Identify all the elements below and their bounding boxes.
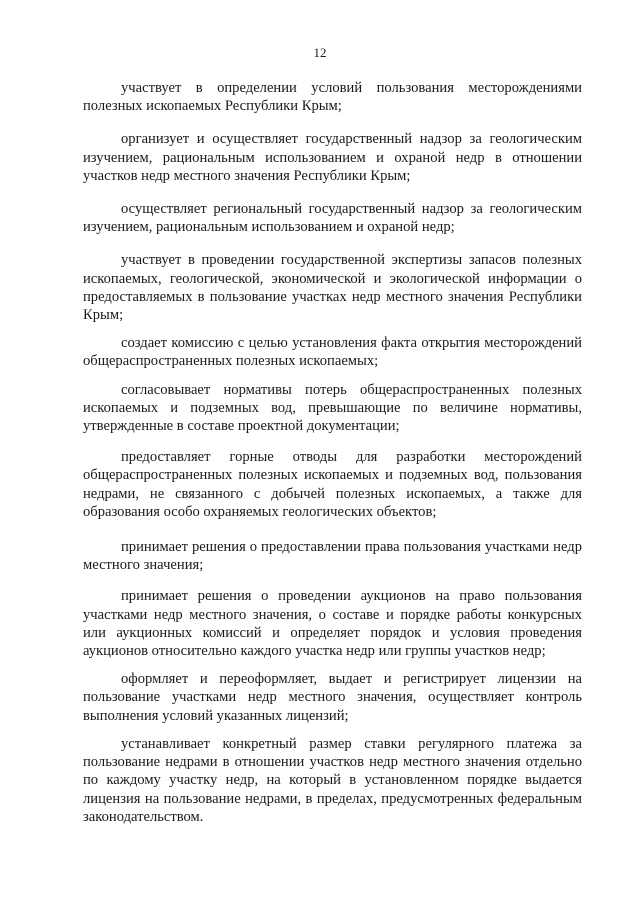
paragraph-1: участвует в определении условий пользования месторождениями полезных ископаемых Республики Крым; xyxy=(83,80,582,115)
paragraph-11: устанавливает конкретный размер ставки регулярного платежа за пользование недрами в отношении участков недр местного значения отдельно по каждому участку недр, на который в установленном порядке выдается лицензия на пользование недрами, в пределах, предусмотренных федеральным законодательством. xyxy=(83,735,582,825)
paragraph-6: согласовывает нормативы потерь общераспространенных полезных ископаемых и подземных вод, превышающие по величине нормативы, утвержденные в составе проектной документации; xyxy=(83,381,582,435)
paragraph-4: участвует в проведении государственной экспертизы запасов полезных ископаемых, геологической, экономической и экологической информации о предоставляемых в пользование участках недр местного значения Республики Крым; xyxy=(83,252,582,324)
paragraph-9: принимает решения о проведении аукционов на право пользования участками недр местного значения, о составе и порядке работы конкурсных или аукционных комиссий и определяет порядок и условия проведения аукционов относительно каждого участка недр или группы участков недр; xyxy=(83,588,582,660)
page-number: 12 xyxy=(313,45,327,60)
paragraph-10: оформляет и переоформляет, выдает и регистрирует лицензии на пользование участками недр местного значения, осуществляет контроль выполнения условий указанных лицензий; xyxy=(83,671,582,724)
paragraph-3: осуществляет региональный государственный надзор за геологическим изучением, рациональным использованием и охраной недр; xyxy=(83,201,582,236)
document-body xyxy=(83,79,582,826)
paragraph-5: создает комиссию с целью установления факта открытия месторождений общераспространенных полезных ископаемых; xyxy=(83,335,582,370)
paragraph-2: организует и осуществляет государственный надзор за геологическим изучением, рациональным использованием и охраной недр в отношении участков недр местного значения Республики Крым; xyxy=(83,131,582,184)
paragraph-8: принимает решения о предоставлении права пользования участками недр местного значения; xyxy=(83,539,582,574)
paragraph-7: предоставляет горные отводы для разработки месторождений общераспространенных полезных ископаемых и подземных вод, пользования недрами, не связанного с добычей полезных ископаемых, а также для образования особо охраняемых геологических объектов; xyxy=(83,449,582,520)
